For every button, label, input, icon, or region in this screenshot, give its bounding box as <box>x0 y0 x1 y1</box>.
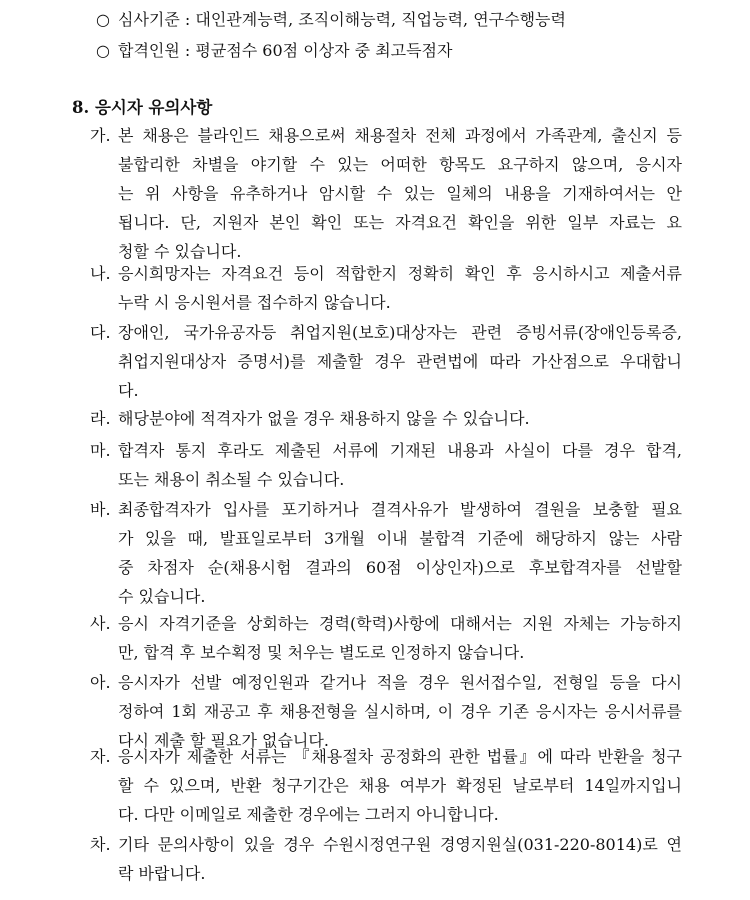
item-marker: 사. <box>90 614 111 633</box>
item-line: 다. 다만 이메일로 제출한 경우에는 그러지 아니합니다. <box>118 805 499 824</box>
item-line: 본 채용은 블라인드 채용으로써 채용절차 전체 과정에서 가족관계, 출신지 등 <box>118 126 682 145</box>
item-line: 수 있습니다. <box>118 587 206 606</box>
notice-item <box>90 259 682 317</box>
circle-bullet-icon: ○ <box>96 41 110 60</box>
item-line: 또는 채용이 취소될 수 있습니다. <box>118 470 345 489</box>
item-marker: 다. <box>90 323 111 342</box>
item-line: 취업지원대상자 증명서)를 제출할 경우 관련법에 따라 가산점으로 우대합니 <box>118 352 682 371</box>
item-line: 최종합격자가 입사를 포기하거나 결격사유가 발생하여 결원을 보충할 필요 <box>118 500 682 519</box>
item-line: 청할 수 있습니다. <box>118 242 242 261</box>
item-line: 정하여 1회 재공고 후 채용전형을 실시하며, 이 경우 기존 응시자는 응시서류를 <box>118 702 682 721</box>
item-line: 해당분야에 적격자가 없을 경우 채용하지 않을 수 있습니다. <box>118 409 530 428</box>
item-line: 만, 합격 후 보수획정 및 처우는 별도로 인정하지 않습니다. <box>118 643 525 662</box>
item-marker: 가. <box>90 126 111 145</box>
item-line: 가 있을 때, 발표일로부터 3개월 이내 불합격 기준에 해당하지 않는 사람 <box>118 529 682 548</box>
item-line: 응시희망자는 자격요건 등이 적합한지 정확히 확인 후 응시하시고 제출서류 <box>118 264 682 283</box>
item-line: 중 차점자 순(채용시험 결과의 60점 이상인자)으로 후보합격자를 선발할 <box>118 558 682 577</box>
notice-item <box>90 830 682 888</box>
item-line: 다시 제출 할 필요가 없습니다. <box>118 731 329 750</box>
item-line: 장애인, 국가유공자등 취업지원(보호)대상자는 관련 증빙서류(장애인등록증, <box>118 323 682 342</box>
circle-bullet-icon: ○ <box>96 10 110 29</box>
notice-item <box>90 436 682 494</box>
item-marker: 아. <box>90 673 111 692</box>
notice-item <box>90 742 682 829</box>
item-marker: 마. <box>90 441 111 460</box>
item-line: 락 바랍니다. <box>118 864 206 883</box>
item-line: 됩니다. 단, 지원자 본인 확인 또는 자격요건 확인을 위한 일부 자료는 요 <box>118 213 682 232</box>
item-line: 다. <box>118 381 139 400</box>
notice-item <box>90 121 682 266</box>
item-line: 합격자 통지 후라도 제출된 서류에 기재된 내용과 사실이 다를 경우 합격, <box>118 441 682 460</box>
item-line: 할 수 있으며, 반환 청구기간은 채용 여부가 확정된 날로부터 14일까지입니 <box>118 776 682 795</box>
item-line: 응시 자격기준을 상회하는 경력(학력)사항에 대해서는 지원 자체는 가능하지 <box>118 614 682 633</box>
section-heading: 8. 응시자 유의사항 <box>72 98 213 117</box>
criteria-text: 심사기준 : 대인관계능력, 조직이해능력, 직업능력, 연구수행능력 <box>118 10 566 29</box>
criteria-line-pass-count <box>96 40 452 62</box>
item-line: 응시자가 선발 예정인원과 같거나 적을 경우 원서접수일, 전형일 등을 다시 <box>118 673 682 692</box>
item-line: 응시자가 제출한 서류는 『채용절차 공정화의 관한 법률』에 따라 반환을 청구 <box>118 747 682 766</box>
item-marker: 차. <box>90 835 111 854</box>
notice-item <box>90 404 682 433</box>
item-marker: 바. <box>90 500 111 519</box>
criteria-line-evaluation <box>96 9 566 31</box>
item-line: 기타 문의사항이 있을 경우 수원시정연구원 경영지원실(031-220-8014)로 연 <box>118 835 682 854</box>
item-line: 는 위 사항을 유추하거나 암시할 수 있는 일체의 내용을 기재하여서는 안 <box>118 184 682 203</box>
item-line: 누락 시 응시원서를 접수하지 않습니다. <box>118 293 391 312</box>
item-line: 불합리한 차별을 야기할 수 있는 어떠한 항목도 요구하지 않으며, 응시자 <box>118 155 682 174</box>
criteria-text: 합격인원 : 평균점수 60점 이상자 중 최고득점자 <box>118 41 453 60</box>
item-marker: 나. <box>90 264 111 283</box>
item-marker: 자. <box>90 747 111 766</box>
item-marker: 라. <box>90 409 111 428</box>
notice-item <box>90 609 682 667</box>
notice-item <box>90 318 682 405</box>
notice-item <box>90 495 682 611</box>
